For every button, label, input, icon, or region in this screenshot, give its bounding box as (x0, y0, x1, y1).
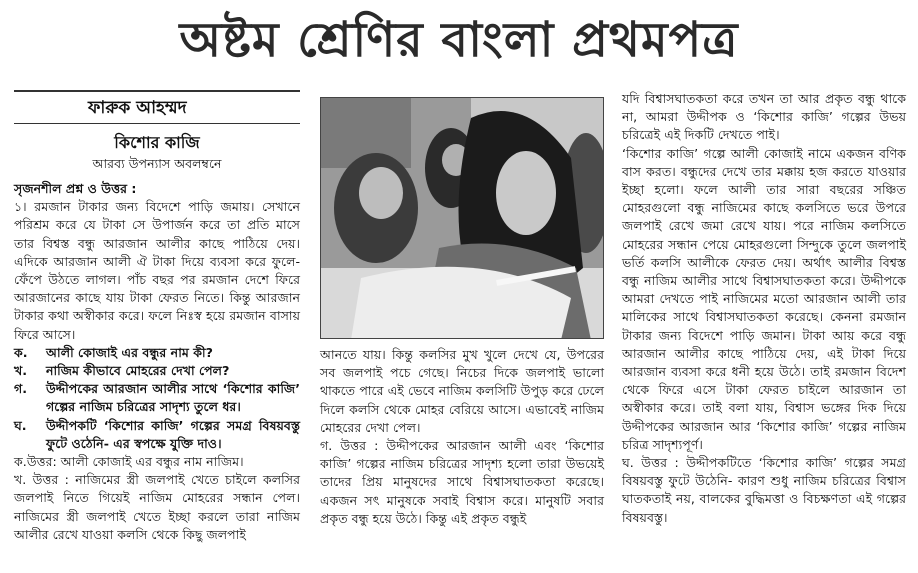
question-item (14, 380, 300, 416)
question-label: গ. (14, 381, 28, 397)
question-item (14, 417, 300, 453)
section-heading: সৃজনশীল প্রশ্ন ও উত্তর : (14, 181, 137, 196)
byline-divider-top (14, 90, 300, 92)
answer-kha-part2: আনতে যায়। কিন্তু কলসির মুখ খুলে দেখে যে, উপরের সব জলপাই পচে গেছে। নিচের দিকে জলপাই ভালো থাকতে পারে এই ভেবে নাজিম কলসিটি উপুড় করে ঢেলে দিলে কলসি থেকে মোহর বেরিয়ে আসে। এভাবেই নাজিম মোহরের দেখা পেল। (320, 347, 604, 435)
author-name: ফারুক আহম্মদ (88, 98, 187, 118)
question-text: নাজিম কীভাবে মোহরের দেখা পেল? (46, 363, 230, 379)
photo-illustration (321, 98, 604, 339)
question-label: খ. (14, 363, 28, 379)
question-label: ঘ. (14, 417, 27, 433)
question-item (14, 344, 300, 362)
question-text: আলী কোজাই এর বন্ধুর নাম কী? (46, 344, 213, 360)
stimulus-paragraph: ১। রমজান টাকার জন্য বিদেশে পাড়ি জমায়। সেখানে পরিশ্রম করে যে টাকা সে উপার্জন করে তা প্রতি মাসে তার বিশ্বস্ত বন্ধু আরজান আলীর কাছে পাঠিয়ে দেয়। এদিকে আরজান আলী ঐ টাকা দিয়ে ব্যবসা করে ফুলে- ফেঁপে উঠতে লাগল। পাঁচ বছর পর রমজান দেশে ফিরে আরজানের কাছে যায় টাকা ফেরত নিতে। কিন্তু আরজান টাকার কথা অস্বীকার করে। ফলে নিঃস্ব হয়ে রমজান বাসায় ফিরে আসে। (14, 199, 300, 342)
story-title: কিশোর কাজি (114, 133, 200, 152)
question-item (14, 362, 300, 380)
page-headline: অষ্টম শ্রেণির বাংলা প্রথমপত্র (179, 12, 739, 68)
answer-gha: ঘ. উত্তর : উদ্দীপকটিতে ‘কিশোর কাজি’ গল্পের সমগ্র বিষয়বস্তু ফুটে উঠেনি- কারণ শুধু নাজিম চরিত্রের বিশ্বাস ঘাতকতাই নয়, বালকের বুদ্ধিমত্তা ও বিচক্ষণতা এই গল্পের বিষয়বস্তু। (622, 455, 906, 525)
column-middle (320, 346, 604, 528)
answer-ka: ক.উত্তর: আলী কোজাই এর বন্ধুর নাম নাজিম। (14, 454, 244, 470)
byline-divider-bottom (14, 123, 300, 124)
answer-ga-part1: গ. উত্তর : উদ্দীপকের আরজান আলী এবং ‘কিশোর কাজি’ গল্পের নাজিম চরিত্রের সাদৃশ্য হলো তারা উভয়েই তাদের প্রিয় মানুষদের সাথে বিশ্বাসঘাতকতা করেছে। একজন সৎ মানুষকে সবাই বিশ্বাস করে। মানুষটি সবার প্রকৃত বন্ধু হয়ে উঠে। কিন্তু এই প্রকৃত বন্ধুই (320, 438, 604, 526)
answer-ga-part2: যদি বিশ্বাসঘাতকতা করে তখন তা আর প্রকৃত বন্ধু থাকে না, আমরা উদ্দীপক ও ‘কিশোর কাজি’ গল্পের উভয় চরিত্রেই এই দিকটি দেখতে পাই। (622, 91, 906, 143)
column-right (622, 90, 906, 527)
story-subtitle: আরব্য উপন্যাস অবলম্বনে (92, 156, 222, 171)
answer-kha-part1: খ. উত্তর : নাজিমের স্ত্রী জলপাই খেতে চাইলে কলসির জলপাই নিতে গিয়েই নাজিম মোহরের সন্ধান পেল। নাজিমের স্ত্রী জলপাই খেতে ইচ্ছা করলে তারা নাজিম আলীর রেখে যাওয়া কলসি থেকে কিছু জলপাই (14, 472, 300, 542)
question-label: ক. (14, 344, 28, 360)
question-text: উদ্দীপকটি ‘কিশোর কাজি’ গল্পের সমগ্র বিষয়বস্তু ফুটে ওঠেনি- এর স্বপক্ষে যুক্তি দাও। (46, 417, 300, 451)
answer-ga-part3: ‘কিশোর কাজি’ গল্পে আলী কোজাই নামে একজন বণিক বাস করত। বন্ধুদের দেখে তার মক্কায় হজ করতে যাওয়ার ইচ্ছা হলো। ফলে আলী তার সারা বছরের সঞ্চিত মোহরগুলো বন্ধু নাজিমের কাছে কলসিতে ভরে উপরে জলপাই রেখে জমা রেখে যায়। পরে নাজিম কলসিতে মোহরের সন্ধান পেয়ে মোহরগুলো সিন্দুকে তুলে জলপাই ভর্তি কলসি আলীকে ফেরত দেয়। অর্থাৎ আলীর বিশ্বস্ত বন্ধু নাজিম আলীর সাথে বিশ্বাসঘাতকতা করে। উদ্দীপকে আমরা দেখতে পাই নাজিমের মতো আরজান আলী তার মালিকের সাথে বিশ্বাসঘাতকতা করেছে। কেননা রমজান টাকার জন্য বিদেশে পাড়ি জমান। টাকা আয় করে বন্ধু আরজান আলীর কাছে পাঠিয়ে দেয়, এই টাকা দিয়ে আরজান ব্যবসা করে ধনী হয়ে উঠে। তাই রমজান বিদেশ থেকে ফিরে এসে টাকা ফেরত চাইলে আরজান তা অস্বীকার করে। তাই বলা যায়, বিশ্বাস ভঙ্গের দিক দিয়ে উদ্দীপকের আরজান আর ‘কিশোর কাজি’ গল্পের নাজিম চরিত্র সাদৃশ্যপূর্ণ। (622, 145, 906, 452)
question-text: উদ্দীপকের আরজান আলীর সাথে ‘কিশোর কাজি’ গল্পের নাজিম চরিত্রের সাদৃশ্য তুলে ধর। (46, 381, 300, 415)
students-exam-photo (320, 97, 604, 339)
column-left (14, 90, 300, 544)
